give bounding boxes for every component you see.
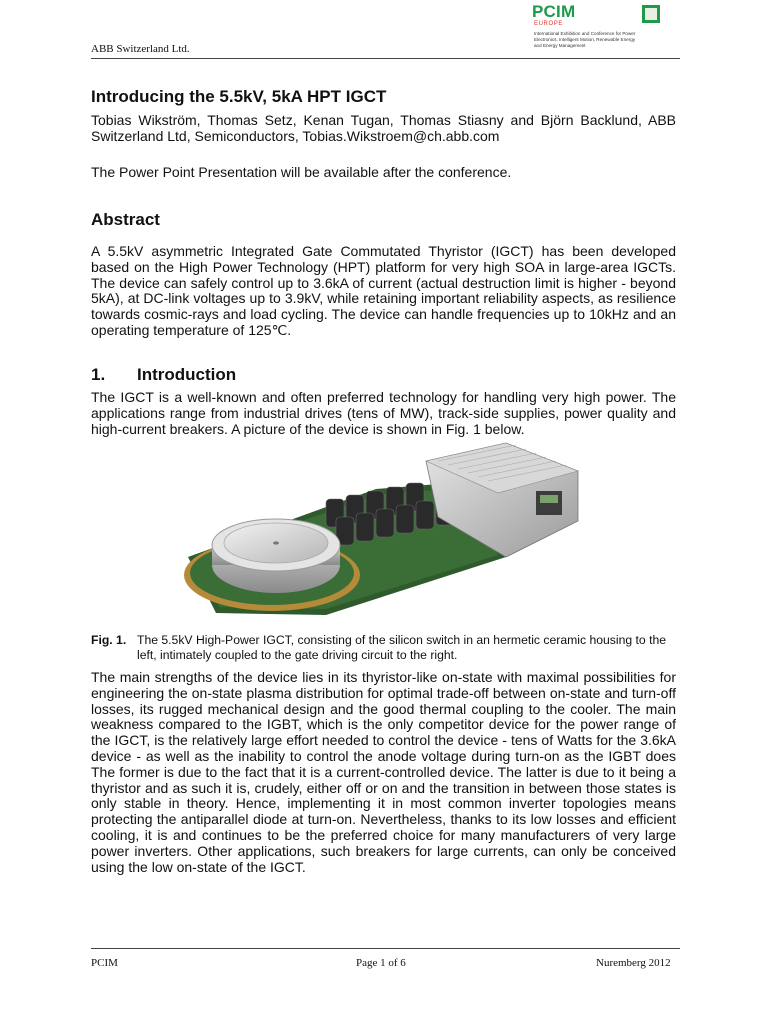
- section-number: 1.: [91, 365, 106, 384]
- page-number: Page 1 of 6: [356, 957, 406, 969]
- logo-sub: EUROPE: [534, 21, 563, 27]
- intro-paragraph-2: The main strengths of the device lies in its thyristor-like on-state with maximal possibilities for engineering the on-state plasma distribution for optimal trade-off between on-state and turn-off losses, its rugged mechanical design and the good thermal coupling to the cooler. The main weakness compared to the IGBT, which is the only competitor device for the power range of the IGCT, is the relatively large effort needed to control the device - tens of Watts for the 3.6kA device - as well as the inability to control the anode voltage during turn-on as the IGBT does The former is due to the fact that it is a current-controlled device. The latter is due to it being a thyristor and as such it is, crudely, either off or on and the transition in between those states is only stable in theory. Hence, implementing it in most common inverter topologies means protecting the antiparallel diode at turn-on. Nevertheless, thanks to its low losses and efficient cooling, it is and continues to be the preferred choice for many manufacturers of very large power inverters. Other applications, such breakers for large currents, can only be conceived using the low on-state of the IGCT.: [91, 669, 676, 875]
- footer-left: PCIM: [91, 957, 118, 969]
- figure-caption-text: The 5.5kV High-Power IGCT, consisting of the silicon switch in an hermetic ceramic housing to the left, intimately coupled to the gate driving circuit to the right.: [137, 633, 667, 662]
- section-title: Introduction: [137, 365, 237, 384]
- intro-heading: [91, 365, 236, 385]
- pcim-logo: [532, 2, 662, 54]
- footer-divider: [91, 948, 680, 949]
- authors: Tobias Wikström, Thomas Setz, Kenan Tugan, Thomas Stiasny and Björn Backlund, ABB Switzerland Ltd, Semiconductors, Tobias.Wikstroem@ch.abb.com: [91, 112, 676, 144]
- logo-tagline: International Exhibition and Conference for Power Electronics, Intelligent Motion, Renewable Energy and Energy Management: [534, 31, 636, 48]
- abstract-heading: Abstract: [91, 210, 160, 229]
- header-divider: [91, 58, 680, 59]
- paper-title: Introducing the 5.5kV, 5kA HPT IGCT: [91, 87, 387, 106]
- logo-name: PCIM: [532, 2, 576, 21]
- logo-badge-icon: [642, 5, 660, 23]
- igct-device-figure: [176, 437, 590, 625]
- footer-right: Nuremberg 2012: [596, 957, 671, 969]
- intro-paragraph-1: The IGCT is a well-known and often preferred technology for handling very high power. The applications range from industrial drives (tens of MW), track-side supplies, power quality and high-current breakers. A picture of the device is shown in Fig. 1 below.: [91, 389, 676, 437]
- figure-label: Fig. 1.: [91, 633, 127, 647]
- presentation-notice: The Power Point Presentation will be available after the conference.: [91, 164, 512, 180]
- header-company: ABB Switzerland Ltd.: [91, 43, 190, 55]
- abstract-text: A 5.5kV asymmetric Integrated Gate Commutated Thyristor (IGCT) has been developed based on the High Power Technology (HPT) platform for very high SOA in large-area IGCTs. The device can safely control up to 3.6kA of current (actual destruction limit is higher - beyond 5kA), at DC-link voltages up to 3.9kV, while retaining important reliability aspects, as resilience towards cosmic-rays and load cycling. The device can handle frequencies up to 10kHz and an operating temperature of 125℃.: [91, 243, 676, 338]
